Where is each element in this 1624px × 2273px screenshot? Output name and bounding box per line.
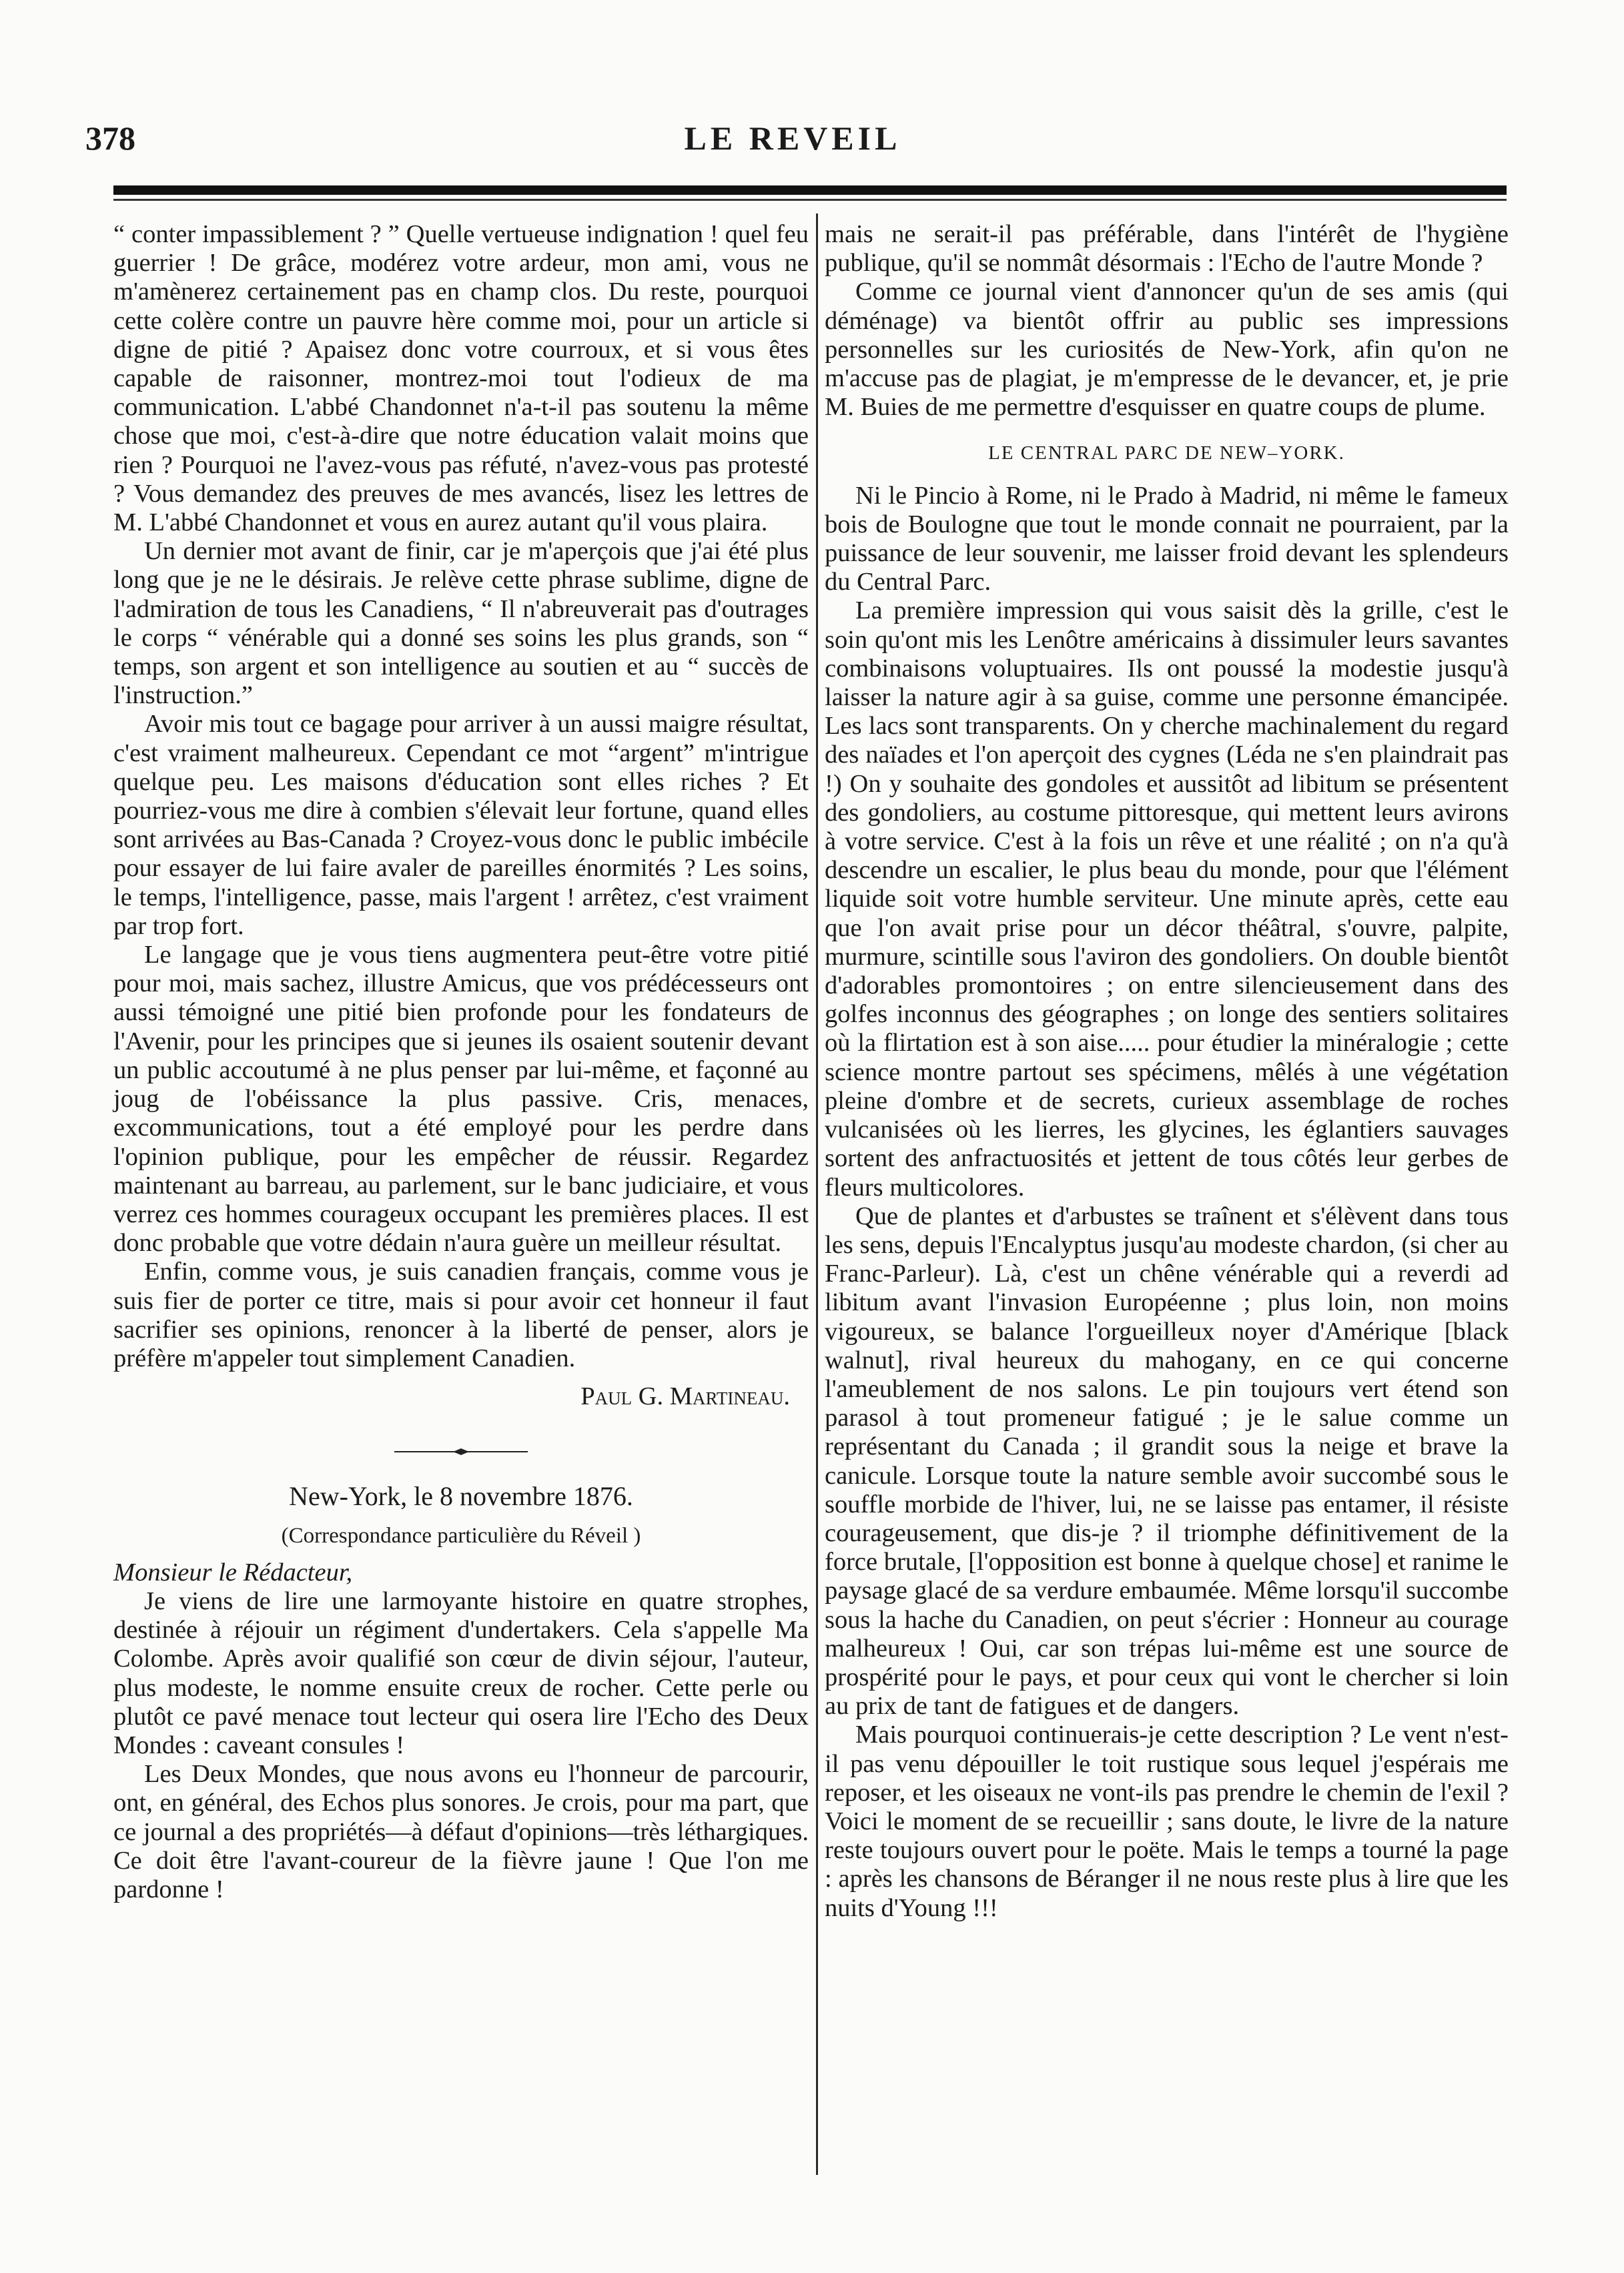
left-paragraph-7: Les Deux Mondes, que nous avons eu l'honneur de parcourir, ont, en général, des Echos plus sonores. Je crois, pour ma part, que ce journal a des propriétés—à défaut d'opinions—très léthargiques. Ce doit être l'avant-coureur de la fièvre jaune ! Que l'on me pardonne ! — [113, 1760, 809, 1903]
right-paragraph-4: La première impression qui vous saisit dès la grille, c'est le soin qu'ont mis les Lenôtre américains à dissimuler leurs savantes combinaisons voluptuaires. Ils ont poussé la modestie jusqu'à laisser la nature agir à sa guise, comme une personne émancipée. Les lacs sont transparents. On y cherche machinalement du regard des naïades et l'on aperçoit des cygnes (Léda ne s'en plaindrait pas !) On y souhaite des gondoles et aussitôt ad libitum se présentent des gondoliers, au costume pittoresque, qui mettent leurs avirons à votre service. C'est à la fois un rêve et une réalité ; on n'a qu'à descendre un escalier, le plus beau du monde, pour que l'élément liquide soit votre humble serviteur. Une minute après, cette eau que l'on avait prise pour un décor théâtral, s'ouvre, palpite, murmure, scintille sous l'aviron des gondoliers. On double bientôt d'adorables promontoires ; on entre silencieusement dans des golfes inconnus des géographes ; on longe des sentiers solitaires où la flirtation est à son aise..... pour étudier la minéralogie ; cette science montre partout ses spécimens, mêlés à une végétation pleine d'ombre et de secrets, curieux assemblage de roches vulcanisées où les lierres, les glycines, les églantiers sauvages sortent des anfractuosités et jettent de tous côtés leur gerbes de fleurs multicolores. — [825, 596, 1509, 1202]
right-paragraph-1: mais ne serait-il pas préférable, dans l'intérêt de l'hygiène publique, qu'il se nommât désormais : l'Echo de l'autre Monde ? — [825, 220, 1509, 278]
running-title: LE REVEIL — [684, 119, 901, 157]
right-paragraph-5: Que de plantes et d'arbustes se traînent et s'élèvent dans tous les sens, depuis l'Encalyptus jusqu'au modeste chardon, (si cher au Franc-Parleur). Là, c'est un chêne vénérable qui a reverdi ad libitum avant l'invasion Européenne ; plus loin, non moins vigoureux, se balance l'orgueilleux noyer d'Amérique [black walnut], rival heureux du mahogany, en ce qui concerne l'ameublement de nos salons. Le pin toujours vert étend son parasol à tout promeneur fatigué ; je le salue comme un représentant du Canada ; il grandit sous la neige et brave la canicule. Lorsque toute la nature semble avoir succombé sous le souffle morbide de l'hiver, lui, ne se laisse pas entamer, il résiste courageusement, que dis-je ? il triomphe définitivement de la force brutale, [l'opposition est bonne à quelque chose] et ranime le paysage glacé de sa verdure embaumée. Même lorsqu'il succombe sous la hache du Canadien, on peut s'écrier : Honneur au courage malheureux ! Oui, car son trépas lui-même est une source de prospérité pour le pays, et pour ceux qui vont le chercher si loin au prix de tant de fatigues et de dangers. — [825, 1202, 1509, 1721]
left-paragraph-6: Je viens de lire une larmoyante histoire en quatre strophes, destinée à réjouir un régiment d'undertakers. Cela s'appelle Ma Colombe. Après avoir qualifié son cœur de divin séjour, l'auteur, plus modeste, le nomme ensuite creux de rocher. Cette perle ou plutôt ce pavé menace tout lecteur qui osera lire l'Echo des Deux Mondes : caveant consules ! — [113, 1586, 809, 1759]
right-paragraph-6: Mais pourquoi continuerais-je cette description ? Le vent n'est-il pas venu dépouiller le toit rustique sous lequel j'espérais me reposer, et les oiseaux ne vont-ils pas prendre le chemin de l'exil ? Voici le moment de se recueillir ; sans doute, le livre de la nature reste toujours ouvert pour le poëte. Mais le temps a tourné la page : après les chansons de Béranger il ne nous reste plus à lire que les nuits d'Young !!! — [825, 1721, 1509, 1922]
left-paragraph-4: Le langage que je vous tiens augmentera peut-être votre pitié pour moi, mais sachez, illustre Amicus, que vos prédécesseurs ont aussi témoigné une pitié bien profonde pour les fondateurs de l'Avenir, pour les principes que si jeunes ils osaient soutenir devant un public accoutumé à ne plus penser par lui-même, et façonné au joug de l'obéissance la plus passive. Cris, menaces, excommunications, tout a été employé pour les perdre dans l'opinion publique, pour les empêcher de réussir. Regardez maintenant au barreau, au parlement, sur le banc judiciaire, et vous verrez ces hommes courageux occupant les premières places. Il est donc probable que votre dédain n'aura guère un meilleur résultat. — [113, 941, 809, 1258]
dateline: New-York, le 8 novembre 1876. — [289, 1481, 633, 1512]
left-paragraph-3: Avoir mis tout ce bagage pour arriver à un aussi maigre résultat, c'est vraiment malheureux. Cependant ce mot “argent” m'intrigue quelque peu. Les maisons d'éducation sont elles riches ? Et pourriez-vous me dire à combien s'élevait leur fortune, quand elles sont arrivées au Bas-Canada ? Croyez-vous donc le public imbécile pour essayer de lui faire avaler de pareilles énormités ? Les soins, le temps, l'intelligence, passe, mais l'argent ! arrêtez, c'est vraiment par trop fort. — [113, 710, 809, 940]
salutation: Monsieur le Rédacteur, — [113, 1558, 353, 1586]
right-paragraph-3: Ni le Pincio à Rome, ni le Prado à Madrid, ni même le fameux bois de Boulogne que tout le monde connait ne pourraient, par la puissance de leur souvenir, me laisser froid devant les splendeurs du Central Parc. — [825, 481, 1509, 596]
left-column — [113, 220, 809, 1904]
signature: Paul G. Martineau. — [580, 1382, 790, 1411]
section-headline: LE CENTRAL PARC DE NEW–YORK. — [988, 442, 1345, 464]
page-header — [85, 119, 1500, 179]
right-column — [825, 220, 1509, 1923]
column-divider — [816, 213, 818, 2175]
ornament-divider — [394, 1448, 528, 1455]
header-rule-thick — [113, 185, 1507, 195]
left-paragraph-1: “ conter impassiblement ? ” Quelle vertueuse indignation ! quel feu guerrier ! De grâce, modérez votre ardeur, mon ami, vous ne m'amènerez certainement pas en champ clos. Du reste, pourquoi cette colère contre un pauvre hère comme moi, pour un article si digne de pitié ? Apaisez donc votre courroux, et si vous êtes capable de raisonner, montrez-moi tout l'odieux de ma communication. L'abbé Chandonnet n'a-t-il pas soutenu la même chose que moi, c'est-à-dire que notre éducation valait moins que rien ? Pourquoi ne l'avez-vous pas réfuté, n'avez-vous pas protesté ? Vous demandez des preuves de mes avancés, lisez les lettres de M. L'abbé Chandonnet et vous en aurez autant qu'il vous plaira. — [113, 220, 809, 537]
right-paragraph-2: Comme ce journal vient d'annoncer qu'un de ses amis (qui déménage) va bientôt offrir au public ses impressions personnelles sur les curiosités de New-York, afin qu'on ne m'accuse pas de plagiat, je m'empresse de le devancer, et, je prie M. Buies de me permettre d'esquisser en quatre coups de plume. — [825, 278, 1509, 422]
correspondence-note: (Correspondance particulière du Réveil ) — [281, 1523, 641, 1548]
left-paragraph-5: Enfin, comme vous, je suis canadien français, comme vous je suis fier de porter ce titre, mais si pour avoir cet honneur il faut sacrifier ses opinions, renoncer à la liberté de penser, alors je préfère m'appeler tout simplement Canadien. — [113, 1258, 809, 1372]
left-paragraph-2: Un dernier mot avant de finir, car je m'aperçois que j'ai été plus long que je ne le désirais. Je relève cette phrase sublime, digne de l'admiration de tous les Canadiens, “ Il n'abreuverait pas d'outrages le corps “ vénérable qui a donné ses soins les plus grands, son “ temps, son argent et son intelligence au soutien et au “ succès de l'instruction.” — [113, 537, 809, 710]
page-number: 378 — [85, 119, 135, 157]
header-rule-thin — [113, 199, 1507, 201]
